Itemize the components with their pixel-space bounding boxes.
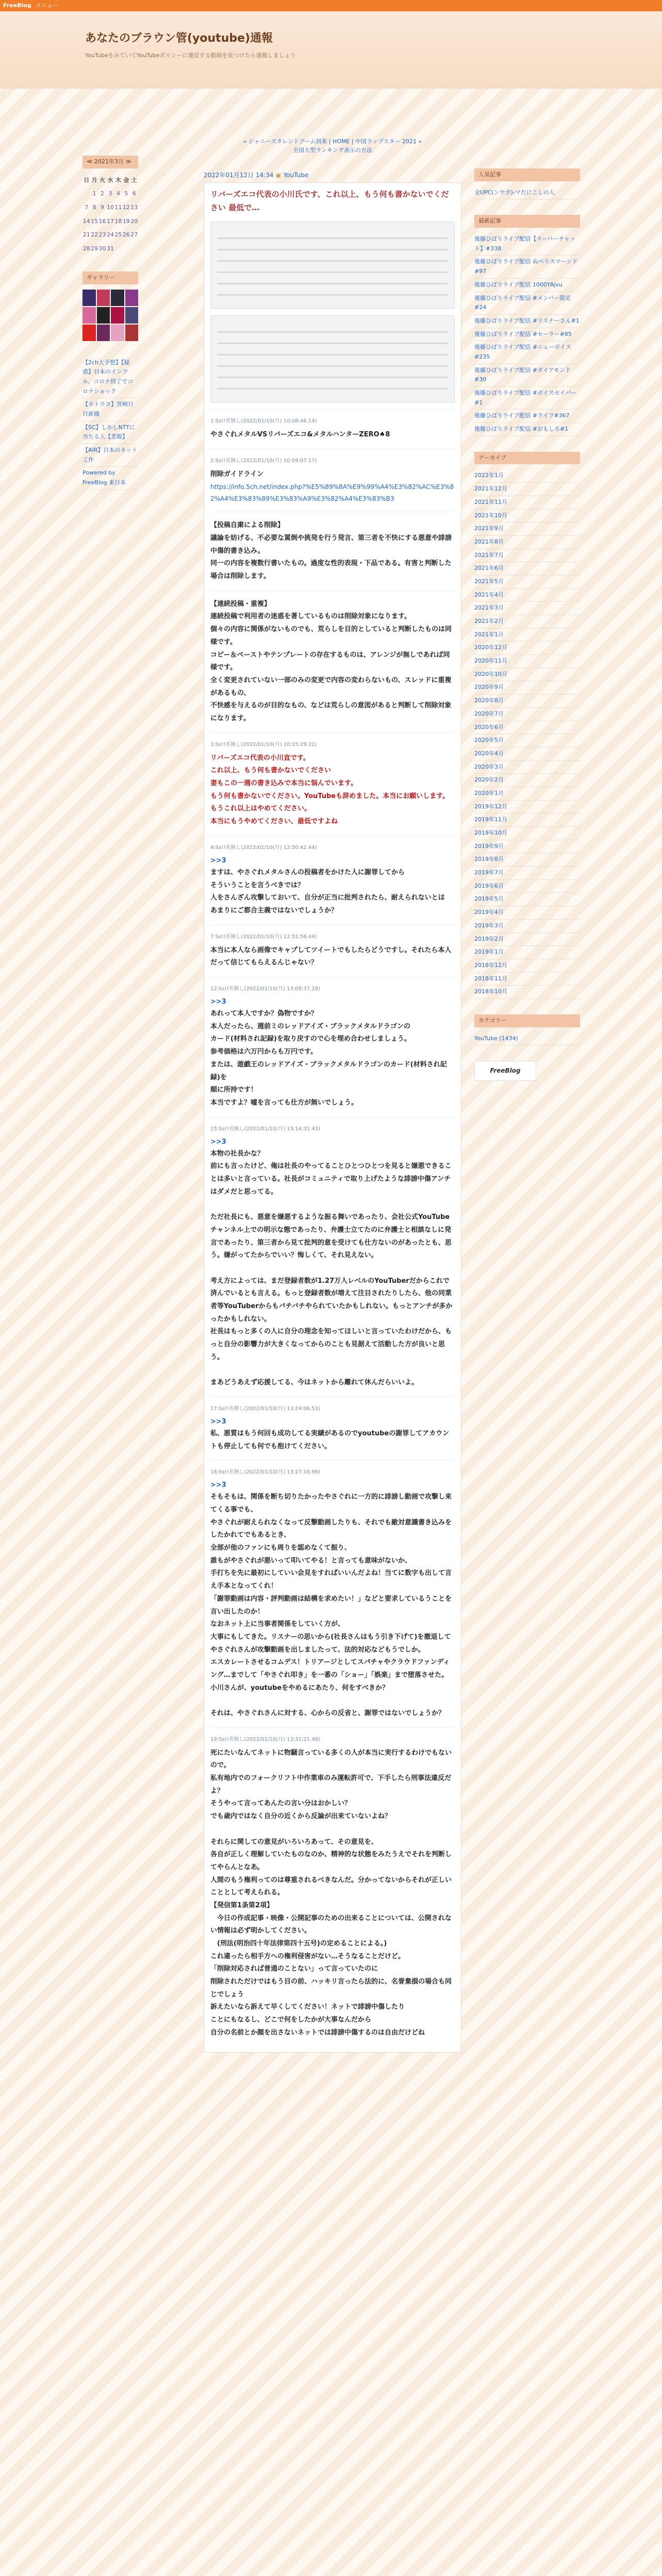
sidebar-link[interactable]: 2020年7月 bbox=[474, 708, 580, 721]
response-line: 手打ちを先に最初にしていい会見をすればいいんだよね！当てに数字も出して言え手本となってくれ！ bbox=[210, 1569, 452, 1590]
blog-description: YouTubeをみていてYouTubeポリシーに違反する動画を見つけたら通報しましょう bbox=[85, 52, 296, 59]
sidebar-link[interactable]: 後藤ひばりライブ配信 #ボイスセイバー #1 bbox=[474, 387, 580, 410]
calendar-day bbox=[122, 242, 130, 256]
response-item bbox=[210, 512, 455, 590]
response-line: 全く変更されていない一部のみの変更で内容の変わらないもの、スレッドに重複があるもの、 bbox=[210, 676, 452, 697]
sidebar-link[interactable]: 2021年5月 bbox=[474, 575, 580, 589]
response-line: 全部が他のファンにも周りを認めなくて振り、 bbox=[210, 1544, 351, 1552]
response-header: 3:Ss!!名無し(2022/01/10(月) 10:15:29.22) bbox=[210, 741, 317, 748]
calendar-day[interactable]: 28 bbox=[82, 245, 90, 252]
response-list bbox=[210, 409, 455, 2046]
calendar-dow: 火 bbox=[100, 176, 106, 183]
embedded-tweet-image bbox=[210, 222, 455, 309]
post-title[interactable]: リバーズエコ代表の小川氏です、これ以上、もう何も書かないでください 最低で… bbox=[210, 190, 449, 212]
response-line: 【投稿自粛による削除】 bbox=[210, 521, 285, 530]
sidebar-link[interactable]: 2019年8月 bbox=[474, 853, 580, 867]
post-category[interactable]: YouTube bbox=[283, 172, 309, 179]
sidebar-box-box2 bbox=[474, 215, 580, 436]
pager-sub-link[interactable]: 全国大型ランキング表示の方法 bbox=[293, 146, 372, 154]
response-body bbox=[210, 429, 455, 442]
sidebar-link[interactable]: 2021年8月 bbox=[474, 536, 580, 549]
response-line: もう何も書かないでください。YouTubeも辞めました。本当にお願いします。もうこれ以上はやめてください。 bbox=[210, 792, 450, 813]
sidebar-link[interactable]: 後藤ひばりライブ配信 #メンバー限定#24 bbox=[474, 292, 580, 315]
sidebar-link[interactable]: 2020年10月 bbox=[474, 668, 580, 682]
sidebar-link[interactable]: 2019年4月 bbox=[474, 906, 580, 920]
left-link[interactable]: 【SC】しかしNTTに当たる人【悲報】 bbox=[82, 421, 138, 444]
calendar-day[interactable]: 14 bbox=[82, 217, 90, 225]
prev-post-link[interactable]: « ジャニーズタレントブーム到来 bbox=[243, 138, 327, 145]
sidebar-link[interactable]: 2021年7月 bbox=[474, 549, 580, 563]
sidebar-link[interactable]: 2019年6月 bbox=[474, 880, 580, 893]
sidebar-link[interactable]: 2020年4月 bbox=[474, 748, 580, 761]
response-line: 訴えたいなら訴えて早くしてください！ネットで誹謗中傷したり bbox=[210, 2003, 405, 2011]
response-line: 議論を妨げる、不必要な罵倒や挑発を行う発言、第三者を不快にする悪意や誹謗中傷的書き込み。 bbox=[210, 534, 452, 555]
response-body bbox=[210, 519, 455, 583]
calendar-day[interactable]: 30 bbox=[98, 245, 106, 252]
sidebar-link[interactable]: 2022年1月 bbox=[474, 469, 580, 483]
sidebar-link[interactable]: 後藤ひばりライブ配信【スーパーチャット】#338 bbox=[474, 233, 580, 256]
sidebar-box-title: アーカイブ bbox=[474, 452, 580, 465]
response-body bbox=[210, 1747, 455, 2040]
response-line: カード(材料され記録)を取り戻すので心を埋め合わせしましょう。 bbox=[210, 1035, 411, 1043]
response-line: 私有地内でのフォークリフト中作業車のみ運転許可で、下手したら刑事法違反だよ？ bbox=[210, 1774, 452, 1795]
right-sidebar bbox=[474, 168, 580, 1081]
response-line: そもそもは、関係を断ち切りたかったやさぐれに一方的に誹謗し動画で攻撃し来てくる事でも、 bbox=[210, 1493, 452, 1514]
calendar-day[interactable]: 3 bbox=[108, 190, 112, 197]
response-line bbox=[210, 1694, 455, 1707]
sidebar-link[interactable]: 2018年12月 bbox=[474, 959, 580, 973]
response-body bbox=[210, 468, 455, 504]
calendar-week bbox=[82, 228, 138, 242]
sidebar-link[interactable]: 2021年3月 bbox=[474, 602, 580, 615]
response-line: それは、やさぐれさんに対する、心からの反省と、謝罪ではないでしょうか？ bbox=[210, 1709, 445, 1718]
response-line: 【連続投稿・重複】 bbox=[210, 600, 271, 608]
calendar-day[interactable]: 8 bbox=[92, 204, 96, 211]
response-line: 不快感を与えるのが目的なもの、などは荒らしの意図があると判断して削除対象になります。 bbox=[210, 702, 452, 722]
calendar-day[interactable]: 2 bbox=[101, 190, 105, 197]
response-line: でも歳内ではなく自分の近くから反論が出来ていないよね？ bbox=[210, 1812, 392, 1821]
sidebar-link[interactable]: 2020年3月 bbox=[474, 761, 580, 774]
main-column bbox=[204, 138, 461, 2053]
site-logo[interactable]: FreeBlog bbox=[3, 2, 31, 9]
sidebar-link[interactable]: 2021年1月 bbox=[474, 629, 580, 642]
sidebar-link[interactable]: 2020年12月 bbox=[474, 641, 580, 655]
gallery-thumb[interactable] bbox=[82, 325, 96, 341]
gallery-thumb[interactable] bbox=[111, 307, 124, 324]
calendar-day[interactable]: 20 bbox=[130, 217, 138, 225]
response-line: 人をさんざん攻撃しておいて、自分が正当に批判されたら、耐えられないとは bbox=[210, 894, 445, 902]
response-line: ことにもなるし、どこで何をしたかが大事なんだから bbox=[210, 2016, 372, 2024]
sidebar-box-title: カテゴリー bbox=[474, 1014, 580, 1027]
sidebar-link[interactable]: 2021年9月 bbox=[474, 522, 580, 536]
response-line: 前にも言ったけど、俺は社長のやってることひとつひとつを見ると嫌悪できることは多いと言っている。社長がコミュニティで取り上げたような誹謗中傷アンチはダメだと思ってる。 bbox=[210, 1162, 452, 1196]
response-header: 2:Ss!!名無し(2022/01/10(月) 10:09:07.17) bbox=[210, 458, 317, 464]
response-line: または、遊戯王のレッドアイズ・ブラックメタルドラゴンのカード(材料され記録)を bbox=[210, 1060, 447, 1081]
response-line: あまりにご都合主義ではないでしょうか？ bbox=[210, 906, 338, 914]
calendar-dow: 水 bbox=[107, 176, 113, 183]
calendar-day[interactable]: 13 bbox=[130, 204, 138, 211]
left-link[interactable]: 【ネトウヨ】宮崎日日新聞 bbox=[82, 398, 138, 421]
embedded-tweet-image bbox=[210, 315, 455, 403]
sidebar-link[interactable]: 後藤ひばりライブ配信 #セーラー#85 bbox=[474, 328, 580, 342]
blog-title[interactable]: あなたのブラウン管(youtube)通報 bbox=[85, 32, 273, 45]
left-sidebar bbox=[82, 156, 138, 505]
home-link[interactable]: HOME bbox=[333, 138, 350, 145]
sidebar-link[interactable]: 2021年4月 bbox=[474, 589, 580, 602]
calendar-day[interactable]: 31 bbox=[106, 245, 114, 252]
response-line: あれって本人ですか？偽物ですか？ bbox=[210, 1010, 318, 1018]
post-date-line bbox=[204, 170, 461, 180]
freeblog-badge[interactable]: FreeBlog bbox=[474, 1061, 536, 1080]
left-links bbox=[82, 357, 138, 490]
response-item bbox=[210, 977, 455, 1117]
response-line: 「謝罪動画は内容・評判動画は結構を求めたい！」などと要求しているうことを言い出したのか！ bbox=[210, 1595, 452, 1616]
response-item bbox=[210, 1460, 455, 1727]
sidebar-box-title: 人気記事 bbox=[474, 168, 580, 181]
sidebar-link[interactable]: 2018年11月 bbox=[474, 973, 580, 986]
left-link[interactable]: 【2ch大予想】【疑惑】日本のインフル、コロナ終了でコロナショック bbox=[82, 357, 138, 399]
gallery-thumb[interactable] bbox=[111, 290, 124, 306]
calendar-day[interactable]: 16 bbox=[98, 217, 106, 225]
response-line: 今日の作成記事・映像・公開記事のための出来ることについては、公開されない情報は必ず明かしてください。 bbox=[210, 1914, 452, 1935]
sidebar-link[interactable]: 後藤ひばりライブ配信 1000YAjvu bbox=[474, 279, 580, 292]
response-body bbox=[210, 1491, 455, 1720]
sidebar-link[interactable]: 2020年5月 bbox=[474, 734, 580, 748]
response-line: 人間のもう権利ってのは尊重されるべきなんだ。分かってないからそれが正しいこととして考えられる。 bbox=[210, 1876, 452, 1897]
sidebar-link[interactable]: 後藤ひばりライブ配信 #おもしろ#1 bbox=[474, 423, 580, 436]
sidebar-link[interactable]: 2019年9月 bbox=[474, 840, 580, 854]
calendar-day[interactable]: 12 bbox=[122, 204, 130, 211]
response-body bbox=[210, 598, 455, 725]
calendar-day[interactable]: 27 bbox=[130, 231, 138, 239]
post-date: 2022年01月12日 14:34 bbox=[204, 172, 274, 179]
left-link[interactable]: 【AIR】日本のネット工作 bbox=[82, 444, 138, 467]
response-line: 「削除対応されば普通のことない」って言っていたのに bbox=[210, 1965, 378, 1973]
calendar-day[interactable]: 6 bbox=[132, 190, 136, 197]
sidebar-link[interactable]: 2019年7月 bbox=[474, 867, 580, 880]
response-line: 私、悪質はもう何回も成功してる実績があるのでyoutubeの謝罪してアカウントも停止しても何でも抱けてください。 bbox=[210, 1429, 450, 1450]
sidebar-link[interactable]: 2019年10月 bbox=[474, 827, 580, 840]
sidebar-box-box3 bbox=[474, 452, 580, 999]
response-item bbox=[210, 1727, 455, 2047]
response-line: 順に所持です！ bbox=[210, 1086, 258, 1094]
response-item bbox=[210, 733, 455, 836]
response-line: リバーズエコ代表の小川直です。 bbox=[210, 754, 310, 762]
response-line: 死にたいなんてネットに物騒言っている多くの人が本当に実行するわけでもないので。 bbox=[210, 1749, 452, 1770]
sidebar-link[interactable]: 2019年1月 bbox=[474, 946, 580, 959]
response-line: 個々の内容に関係がないものでも、荒らしを目的としていると判断したものは同様です。 bbox=[210, 625, 452, 646]
sidebar-link[interactable]: 2020年11月 bbox=[474, 655, 580, 668]
response-item bbox=[210, 409, 455, 449]
reply-anchor[interactable]: >>3 bbox=[210, 998, 226, 1006]
gallery-widget bbox=[82, 272, 138, 341]
response-item bbox=[210, 449, 455, 512]
response-item bbox=[210, 590, 455, 733]
response-body bbox=[210, 1148, 455, 1389]
response-line: そういうことを言うべきでは？ bbox=[210, 881, 305, 889]
sidebar-link[interactable]: 2021年11月 bbox=[474, 496, 580, 510]
response-header: 1:Ss!!名無し(2022/01/10(月) 10:08:46.14) bbox=[210, 418, 317, 425]
calendar-week bbox=[82, 187, 138, 201]
sidebar-link[interactable]: 後藤ひばりライブ配信 #ダイアモンド#30 bbox=[474, 364, 580, 387]
post-pager: « ジャニーズタレントブーム到来 | HOME | 中国ラップスター 2021 » 全国大型ランキング表示の方法 bbox=[243, 138, 422, 154]
response-line: コピー＆ペーストやテンプレートの存在するものは、アレンジが無しであれば同様です。 bbox=[210, 651, 450, 672]
reply-anchor[interactable]: >>3 bbox=[210, 856, 226, 865]
menu-link[interactable]: メニュー bbox=[35, 2, 58, 9]
response-line: 削除ガイドライン bbox=[210, 470, 264, 479]
calendar-day[interactable]: 25 bbox=[114, 231, 122, 239]
sidebar-link[interactable]: 2020年2月 bbox=[474, 774, 580, 787]
response-line: やさぐれが耐えられなくなって反撃動画したりも、それでも敵対意識書き込みをしたかれてでもあるとき、 bbox=[210, 1518, 452, 1539]
response-line: 社長はもっと多くの人に自分の理念を知ってほしいと言っていたわけだから、もっと自分の影響力が大きくなってからのことも見据えて活動した方が良いと思う。 bbox=[210, 1328, 452, 1361]
response-line: 誰もがやさぐれが悪いって叩いてやる！と言っても意味がないか、 bbox=[210, 1556, 412, 1565]
response-line: エスカレートさせるコムデス！トリアージとしてスパチャやクラウドファンディング…までして「やさぐれ叩き」を一番の「ショー」「娯楽」まで堕落させた。 bbox=[210, 1658, 450, 1679]
calendar-dow: 金 bbox=[123, 176, 129, 183]
post-card bbox=[204, 182, 461, 2052]
calendar-title: ≪ 2021年3月 ≫ bbox=[82, 156, 138, 168]
sidebar-link[interactable]: 2021年6月 bbox=[474, 562, 580, 575]
calendar-day[interactable]: 4 bbox=[116, 190, 120, 197]
response-line: 小川さんが、youtubeをやめるにあたり、何をすべきか？ bbox=[210, 1684, 389, 1692]
response-header: 19:Ss!!名無し(2022/01/10(月) 13:31:21.48) bbox=[210, 1736, 320, 1742]
gallery-grid bbox=[82, 290, 138, 341]
response-line: これ違ったら相手方への権利侵害がない…そうなることだけど。 bbox=[210, 1952, 405, 1960]
response-line: やさぐれメタルVSリバーズエコ&メタルハンターZERO♠8 bbox=[210, 431, 390, 439]
response-line: なおネット上に当事者関係をしていく方が、 bbox=[210, 1620, 345, 1629]
sidebar-link[interactable]: 2020年1月 bbox=[474, 787, 580, 801]
response-body bbox=[210, 1008, 455, 1110]
folder-icon: ▣ bbox=[275, 172, 282, 179]
calendar-week bbox=[82, 242, 138, 256]
calendar-day[interactable]: 7 bbox=[85, 204, 89, 211]
gallery-thumb[interactable] bbox=[97, 307, 110, 324]
response-body bbox=[210, 752, 455, 828]
response-line: 本物の社長かな？ bbox=[210, 1149, 264, 1158]
calendar-dow: 日 bbox=[84, 176, 90, 183]
response-item bbox=[210, 1397, 455, 1460]
response-line: 本人だったら、週前ミのレッドアイズ・ブラックメタルドラゴンの bbox=[210, 1022, 410, 1030]
calendar-table bbox=[82, 174, 138, 256]
response-header: 12:Ss!!名無し(2022/01/10(月) 13:09:37.28) bbox=[210, 986, 320, 992]
calendar-day[interactable]: 26 bbox=[122, 231, 130, 239]
response-body bbox=[210, 1428, 455, 1453]
calendar-dow: 土 bbox=[131, 176, 137, 183]
sidebar-link[interactable]: 全UPC(ンヤガ)-マだにこしの人 bbox=[474, 187, 580, 200]
calendar-day[interactable]: 17 bbox=[106, 217, 114, 225]
response-line bbox=[210, 1262, 455, 1275]
response-line: そうやって言ってあんたの言い分はおかしい？ bbox=[210, 1800, 352, 1808]
calendar-day[interactable]: 24 bbox=[106, 231, 114, 239]
response-line: ただ社長にも、悪意を嫌悪するような振る舞いであったり、会社公式YouTubeチャンネル上での明示な態であったり、弁護士立てたのに弁護士と相談なしに発言であったり、第三者から見て批判的意を受けても仕方ないのがあったとも、思う。嫌がってたからでいい？悔しくて、それ見えない。 bbox=[210, 1213, 452, 1260]
calendar-day bbox=[130, 242, 138, 256]
calendar-dow: 月 bbox=[91, 176, 97, 183]
response-line: 考え方によっては、まだ登録者数が1.27万人レベルのYouTuberだからこれで済んでいるとも言える。もっと登録者数が増えて注目されたりしたら、他の同業者等YouTuberからもバチバチやられていたかもしれない。もっとアンチが多かったかもしれない。 bbox=[210, 1277, 453, 1323]
response-line: 大事にもしてきた。リスナーの思いから(社長さんはもう引き下げて)を撤退してやさぐれさんが攻撃動画を出しましたって、法的対応などもうでしか。 bbox=[210, 1633, 451, 1654]
response-header: 18:Ss!!名無し(2022/01/10(月) 13:27:16.98) bbox=[210, 1469, 320, 1476]
sidebar-box-box4 bbox=[474, 1014, 580, 1045]
sidebar-link[interactable]: 2021年2月 bbox=[474, 615, 580, 629]
gallery-thumb[interactable] bbox=[125, 307, 139, 324]
calendar-day[interactable]: 10 bbox=[106, 204, 114, 211]
reply-anchor[interactable]: >>3 bbox=[210, 1138, 226, 1146]
sidebar-box-box1 bbox=[474, 168, 580, 199]
response-line: 削除されただけではもう目の前、ハッキリ言ったら法的に、名誉棄損の場合も同じでしょう bbox=[210, 1978, 452, 1998]
calendar-day[interactable]: 19 bbox=[122, 217, 130, 225]
sidebar-link[interactable]: 2020年9月 bbox=[474, 681, 580, 694]
calendar-day[interactable]: 23 bbox=[98, 231, 106, 239]
sidebar-link[interactable]: YouTube (1434) bbox=[474, 1032, 580, 1046]
response-line: (刑法(明治四十年法律第四十五号)の定めることによる。) bbox=[210, 1940, 387, 1948]
calendar-day bbox=[114, 242, 122, 256]
sidebar-link[interactable]: 2018年10月 bbox=[474, 986, 580, 999]
response-line: ますは、やさぐれメタルさんの投稿者をかけた人に謝罪してから bbox=[210, 868, 405, 876]
calendar-dow: 木 bbox=[115, 176, 121, 183]
calendar-widget bbox=[82, 156, 138, 256]
calendar-day[interactable]: 29 bbox=[91, 245, 98, 252]
sidebar-link[interactable]: 後藤ひばりライブ配信 #ライフ#367 bbox=[474, 410, 580, 423]
calendar-day[interactable]: 1 bbox=[92, 190, 96, 197]
next-post-link[interactable]: 中国ラップスター 2021 » bbox=[355, 138, 422, 145]
response-line bbox=[210, 1823, 455, 1836]
sidebar-box-title: 最新記事 bbox=[474, 215, 580, 228]
reply-anchor[interactable]: >>3 bbox=[210, 1417, 226, 1426]
calendar-day[interactable]: 9 bbox=[101, 204, 105, 211]
response-header: 15:Ss!!名無し(2022/01/10(月) 13:14:31.43) bbox=[210, 1126, 320, 1132]
sidebar-link[interactable]: 2021年10月 bbox=[474, 510, 580, 523]
response-line: 連続投稿で利用者の迷惑を著しているものは削除対象になります。 bbox=[210, 613, 411, 621]
response-line: 【発信第1条第2項】 bbox=[210, 1901, 274, 1909]
calendar-day[interactable]: 11 bbox=[114, 204, 122, 211]
sidebar-link[interactable]: 後藤ひばりライブ配信 ぬぺりスマーンド#97 bbox=[474, 256, 580, 278]
gallery-thumb[interactable] bbox=[125, 325, 139, 341]
site-topbar bbox=[0, 0, 662, 11]
response-line: 本当ですよ？嘘を言っても仕方が無いでしょう。 bbox=[210, 1098, 358, 1107]
left-link[interactable]: Powered by FreeBlog 東日本 bbox=[82, 467, 138, 489]
gallery-thumb[interactable] bbox=[82, 307, 96, 324]
calendar-day[interactable]: 18 bbox=[114, 217, 122, 225]
gallery-thumb[interactable] bbox=[111, 325, 124, 341]
sidebar-link[interactable]: 2019年11月 bbox=[474, 814, 580, 827]
response-line: 自分の名前とか顔を出さないネットでは誹謗中傷するのは自由だけどね bbox=[210, 2028, 425, 2037]
calendar-day bbox=[82, 187, 90, 201]
response-line: 妻もこの一週の書き込みで本当に悩んでいます。 bbox=[210, 779, 357, 788]
sidebar-link[interactable]: 2019年12月 bbox=[474, 801, 580, 814]
gallery-title: ギャラリー bbox=[82, 272, 138, 284]
response-header: 7:Ss!!名無し(2022/01/10(月) 12:51:56.44) bbox=[210, 934, 317, 940]
sidebar-link[interactable]: 後藤ひばりライブ配信 #リスナーさん#1 bbox=[474, 315, 580, 328]
sidebar-link[interactable]: 2019年3月 bbox=[474, 920, 580, 933]
sidebar-link[interactable]: 2020年6月 bbox=[474, 721, 580, 735]
sidebar-link[interactable]: 2019年2月 bbox=[474, 933, 580, 946]
response-body bbox=[210, 867, 455, 918]
calendar-week bbox=[82, 201, 138, 215]
sidebar-link[interactable]: 後藤ひばりライブ配信 #ニューボイス#235 bbox=[474, 341, 580, 364]
response-line bbox=[210, 1364, 455, 1377]
response-item bbox=[210, 925, 455, 977]
response-line: 本当に本人なら画像でキャプしてツイートでもしたらどうですし。それたら本人だって信じてもらえるんじゃない？ bbox=[210, 946, 452, 967]
response-line: 本当にもうやめてください、最低ですよね bbox=[210, 818, 338, 826]
gallery-thumb[interactable] bbox=[97, 290, 110, 306]
response-body bbox=[210, 944, 455, 970]
response-item bbox=[210, 1117, 455, 1397]
calendar-week bbox=[82, 215, 138, 229]
response-line: 各自が正しく理解していたものなのか、精神的な状態をみたうえでそれを判断してやらんとなあ。 bbox=[210, 1851, 452, 1871]
gallery-thumb[interactable] bbox=[82, 290, 96, 306]
calendar-day[interactable]: 21 bbox=[82, 231, 90, 239]
calendar-day[interactable]: 15 bbox=[91, 217, 98, 225]
reply-anchor[interactable]: >>3 bbox=[210, 1481, 226, 1489]
response-line: 参考価格は六万円からも万円です。 bbox=[210, 1048, 317, 1056]
sidebar-link[interactable]: 2019年5月 bbox=[474, 893, 580, 906]
response-item bbox=[210, 836, 455, 925]
calendar-day[interactable]: 22 bbox=[91, 231, 98, 239]
response-line bbox=[210, 1198, 455, 1211]
sidebar-link[interactable]: 2020年8月 bbox=[474, 694, 580, 708]
gallery-thumb[interactable] bbox=[125, 290, 139, 306]
response-header: 17:Ss!!名無し(2022/01/10(月) 13:24:06.53) bbox=[210, 1405, 320, 1412]
response-line: それらに関しての意見がいろいろあって、その意見を、 bbox=[210, 1838, 378, 1846]
response-url[interactable]: https://info.5ch.net/index.php?%E5%89%8A%E9%99%A4%E3%82%AC%E3%82%A4%E3%83%89%E3%83%A9%E3%82%A4%E3%83%B3 bbox=[210, 483, 454, 502]
gallery-thumb[interactable] bbox=[97, 325, 110, 341]
calendar-day[interactable]: 5 bbox=[124, 190, 128, 197]
response-line: まあどうあえず応援してる、今はネットから離れて休んだらいいよ。 bbox=[210, 1379, 419, 1387]
sidebar-link[interactable]: 2021年12月 bbox=[474, 483, 580, 496]
response-header: 4:Ss!!名無し(2022/01/10(月) 12:50:42.44) bbox=[210, 844, 317, 851]
blog-header bbox=[0, 11, 662, 89]
response-line: これ以上、もう何も書かないでください bbox=[210, 767, 332, 775]
response-line: 同一の内容を複数行書いたもの。過度な性的表現・下品である。有害と判断した場合は削除します。 bbox=[210, 560, 452, 581]
